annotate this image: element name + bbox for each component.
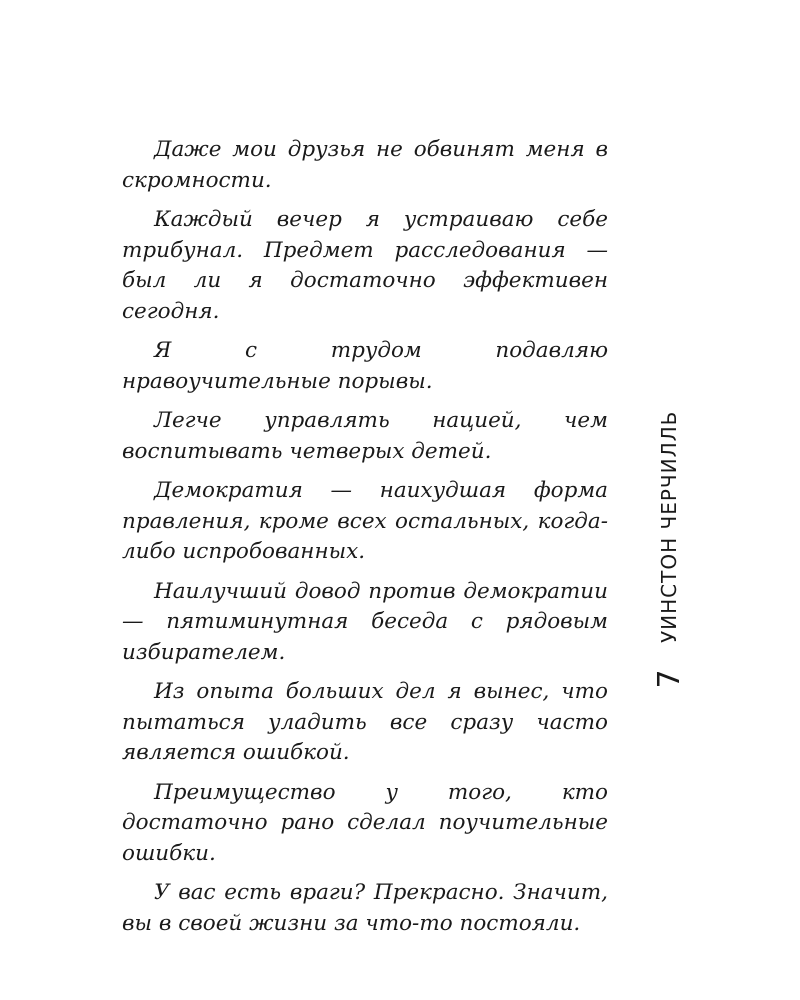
quotes-text-block [122, 135, 608, 948]
quote-paragraph: Преимущество у того, кто достаточно рано сделал поучительные ошибки. [122, 779, 608, 866]
quote-paragraph: Даже мои друзья не обвинят меня в скромности. [122, 137, 608, 193]
quote-paragraph: У вас есть враги? Прекрасно. Значит, вы в своей жизни за что-то постояли. [122, 880, 608, 936]
page-number: 7 [652, 669, 687, 689]
quote-paragraph: Легче управлять нацией, чем воспитывать четверых детей. [122, 408, 608, 464]
quote-paragraph: Демократия — наихудшая форма правления, кроме всех остальных, когда-либо испробованных. [122, 478, 608, 564]
quote-paragraph: Каждый вечер я устраиваю себе трибунал. Предмет расследования — был ли я достаточно эффективен сегодня. [122, 207, 608, 324]
quote-paragraph: Я с трудом подавляю нравоучительные порывы. [122, 338, 608, 394]
quote-paragraph: Наилучший довод против демократии — пятиминутная беседа с рядовым избирателем. [122, 578, 608, 665]
running-title: УИНСТОН ЧЕРЧИЛЛЬ [657, 410, 681, 643]
quote-paragraph: Из опыта больших дел я вынес, что пытаться уладить все сразу часто является ошибкой. [122, 679, 608, 765]
